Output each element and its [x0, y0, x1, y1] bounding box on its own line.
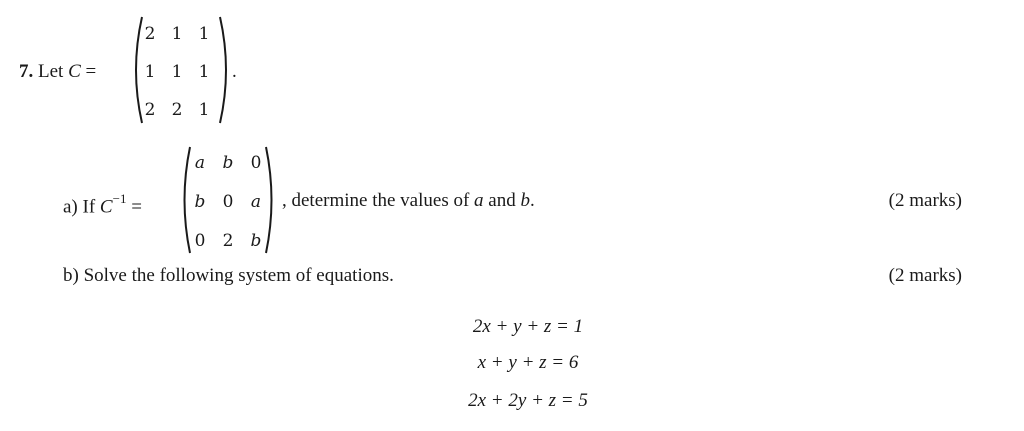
part-a-equals: = [131, 196, 142, 218]
matrix-c-cell: 1 [198, 24, 210, 44]
part-a-instruction [282, 190, 535, 212]
matrix-c-cell: 2 [144, 100, 156, 120]
matrix-c-cell: 1 [198, 62, 210, 82]
part-a-prefix [63, 190, 142, 218]
part-a-period: . [529, 190, 535, 211]
inverse-symbol: C [99, 196, 113, 218]
matrix-c-cell: 1 [144, 62, 156, 82]
matrix-c-cell: 2 [144, 24, 156, 44]
part-b-label: b) [63, 265, 79, 286]
part-a-if: If [82, 196, 96, 218]
matrix-inv-cell: b [250, 231, 262, 251]
matrix-c-cell: 2 [171, 100, 183, 120]
matrix-inv-cell: a [194, 153, 206, 173]
part-b-prefix [63, 265, 394, 287]
inverse-superscript: −1 [112, 191, 127, 206]
matrix-inv-cell: a [250, 192, 262, 212]
matrix-c-period: . [232, 61, 237, 82]
question-intro: Let [38, 61, 64, 82]
variable-b: b [520, 190, 530, 211]
matrix-inv-cell: 0 [222, 192, 234, 212]
question-stem [19, 61, 96, 83]
part-b-marks: (2 marks) [888, 265, 962, 286]
part-a-text: , determine the values of [282, 190, 470, 211]
matrix-inv-cell: b [194, 192, 206, 212]
matrix-inv-cell: 0 [250, 153, 262, 173]
matrix-inv-cell: 0 [194, 231, 206, 251]
equation-3: 2x + 2y + z = 5 [468, 390, 588, 411]
equation-2: x + y + z = 6 [477, 352, 579, 373]
part-b-text: Solve the following system of equations. [83, 265, 394, 286]
part-a-marks: (2 marks) [888, 190, 962, 211]
matrix-c-inverse [178, 144, 284, 256]
matrix-c-cell: 1 [198, 100, 210, 120]
equals-sign: = [85, 61, 97, 82]
equation-1: 2x + y + z = 1 [472, 316, 584, 337]
matrix-inv-cell: 2 [222, 231, 234, 251]
matrix-c-cell: 1 [171, 24, 183, 44]
question-number: 7. [19, 61, 34, 82]
matrix-inv-cell: b [222, 153, 234, 173]
matrix-c [128, 14, 234, 126]
part-a-and: and [488, 190, 516, 211]
matrix-c-cell: 1 [171, 62, 183, 82]
variable-a: a [474, 190, 484, 211]
part-a-label: a) [63, 196, 78, 218]
matrix-symbol-c: C [68, 61, 81, 82]
